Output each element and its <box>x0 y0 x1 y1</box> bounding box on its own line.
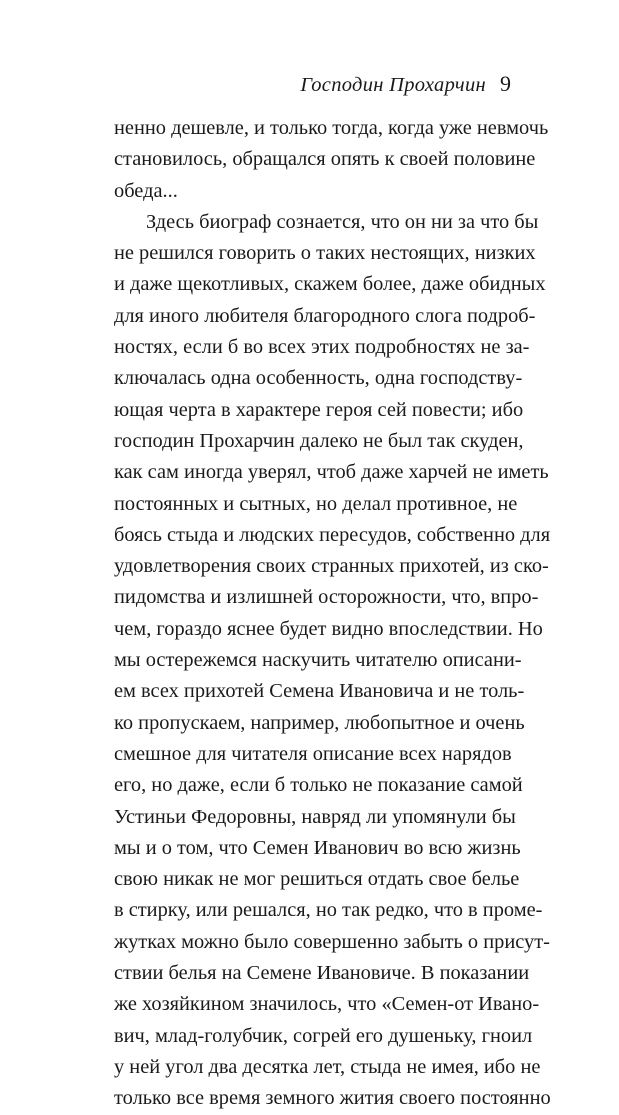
text-line: для иного любителя благородного слога подроб- <box>114 304 536 327</box>
text-line: и даже щекотливых, скажем более, даже обидных <box>114 273 546 296</box>
text-line: смешное для читателя описание всех нарядов <box>114 742 512 765</box>
text-line: вич, млад-голубчик, согрей его душеньку, гноил <box>114 1024 533 1047</box>
text-line: его, но даже, если б только не показание самой <box>114 774 523 797</box>
text-line: обеда... <box>114 179 178 202</box>
text-line: ключалась одна особенность, одна господству- <box>114 367 523 390</box>
text-line: постоянных и сытных, но делал противное, не <box>114 492 518 515</box>
text-line: не решился говорить о таких нестоящих, низких <box>114 242 536 265</box>
text-line: ем всех прихотей Семена Ивановича и не толь- <box>114 680 525 703</box>
text-line: ко пропускаем, например, любопытное и очень <box>114 711 525 734</box>
running-head <box>300 71 511 101</box>
text-line: в стирку, или решался, но так редко, что в проме- <box>114 899 543 922</box>
text-line: ющая черта в характере героя сей повести; ибо <box>114 398 524 421</box>
text-line: мы и о том, что Семен Иванович во всю жизнь <box>114 836 521 859</box>
text-line: ненно дешевле, и только тогда, когда уже невмочь <box>114 117 549 139</box>
text-line: у ней угол два десятка лет, стыда не имея, ибо не <box>114 1055 541 1078</box>
text-line: становилось, обращался опять к своей половине <box>114 148 536 171</box>
text-line: как сам иногда уверял, чтоб даже харчей не иметь <box>114 461 549 484</box>
text-line: Здесь биограф сознается, что он ни за что бы <box>146 210 539 233</box>
text-line: чем, гораздо яснее будет видно впоследствии. Но <box>114 617 543 640</box>
body-text <box>114 113 551 1115</box>
text-line: ностях, если б во всех этих подробностях не за- <box>114 336 530 359</box>
text-line: же хозяйкином значилось, что «Семен-от Ивано- <box>114 993 540 1016</box>
text-line: господин Прохарчин далеко не был так скуден, <box>114 429 524 452</box>
text-line: жутках можно было совершенно забыть о присут- <box>114 930 550 953</box>
running-head-title: Господин Прохарчин <box>300 74 486 96</box>
text-line: Устиньи Федоровны, навряд ли упомянули бы <box>114 805 516 828</box>
text-line: удовлетворения своих странных прихотей, из ско- <box>114 555 549 578</box>
page-number: 9 <box>500 71 511 96</box>
text-line: свою никак не мог решиться отдать свое белье <box>114 868 520 891</box>
text-line: мы остережемся наскучить читателю описани- <box>114 649 522 672</box>
text-line: ствии белья на Семене Ивановиче. В показании <box>114 962 530 985</box>
text-line: только все время земного жития своего постоянно <box>114 1087 551 1110</box>
text-line: пидомства и излишней осторожности, что, впро- <box>114 586 539 609</box>
text-line: боясь стыда и людских пересудов, собственно для <box>114 523 551 546</box>
